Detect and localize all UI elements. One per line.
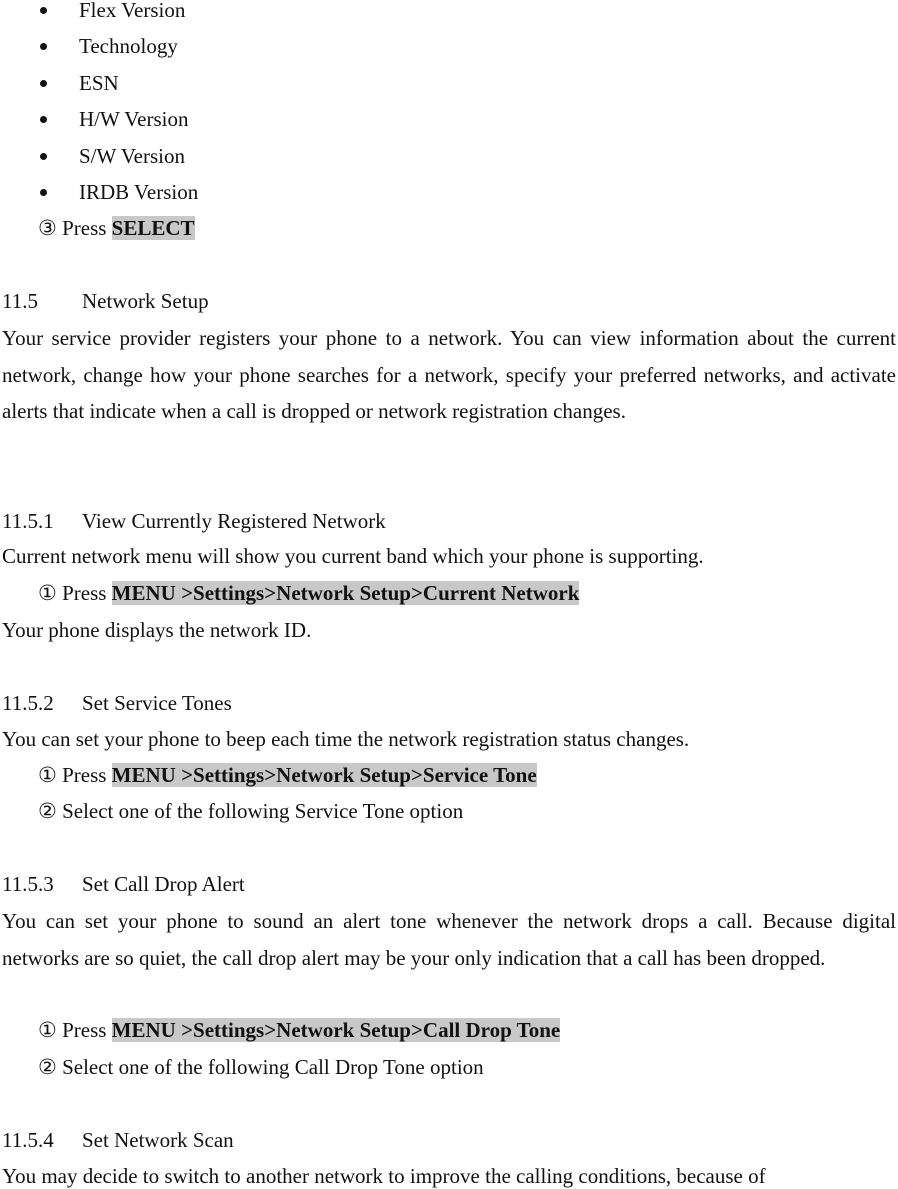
list-item: H/W Version [40, 106, 188, 132]
paragraph: Your phone displays the network ID. [2, 618, 312, 642]
bullet-dot-icon [40, 153, 47, 160]
paragraph: You can set your phone to beep each time the network registration status changes. [2, 727, 690, 751]
step-select: ③ Press SELECT [38, 216, 195, 240]
list-item: Technology [40, 33, 178, 59]
bullet-dot-icon [40, 116, 47, 123]
bullet-dot-icon [40, 43, 47, 50]
list-item: S/W Version [40, 143, 185, 169]
section-heading-11-5-1: 11.5.1 View Currently Registered Network [2, 509, 386, 533]
step-1: ① Press MENU >Settings>Network Setup>Current Network [38, 581, 580, 605]
step-1: ① Press MENU >Settings>Network Setup>Service Tone [38, 763, 537, 787]
paragraph: You may decide to switch to another network to improve the calling conditions, because of [2, 1164, 766, 1188]
bullet-dot-icon [40, 189, 47, 196]
key-highlight: MENU >Settings>Network Setup>Call Drop Tone [111, 1018, 561, 1042]
step-2: ② Select one of the following Service Tone option [38, 799, 464, 823]
key-highlight: MENU >Settings>Network Setup>Current Network [111, 581, 580, 605]
bullet-dot-icon [40, 80, 47, 87]
paragraph: Current network menu will show you current band which your phone is supporting. [2, 544, 704, 568]
key-highlight: SELECT [111, 216, 195, 240]
list-item: Flex Version [40, 0, 185, 23]
section-heading-11-5-2: 11.5.2 Set Service Tones [2, 691, 232, 715]
section-heading-11-5-3: 11.5.3 Set Call Drop Alert [2, 872, 245, 896]
list-item: IRDB Version [40, 179, 198, 205]
paragraph: You can set your phone to sound an alert tone whenever the network drops a call. Because digital networks are so quiet, the call drop alert may be your only indication that a call has been dropped. [2, 909, 896, 970]
list-item: ESN [40, 70, 119, 96]
paragraph: Your service provider registers your phone to a network. You can view information about the current network, change how your phone searches for a network, specify your preferred networks, and activate alerts that indicate when a call is dropped or network registration changes. [2, 326, 896, 423]
section-heading-11-5: 11.5 Network Setup [2, 289, 209, 313]
key-highlight: MENU >Settings>Network Setup>Service Tone [111, 763, 537, 787]
section-heading-11-5-4: 11.5.4 Set Network Scan [2, 1128, 234, 1152]
step-2: ② Select one of the following Call Drop Tone option [38, 1055, 484, 1079]
step-1: ① Press MENU >Settings>Network Setup>Call Drop Tone [38, 1018, 561, 1042]
bullet-dot-icon [40, 7, 47, 14]
